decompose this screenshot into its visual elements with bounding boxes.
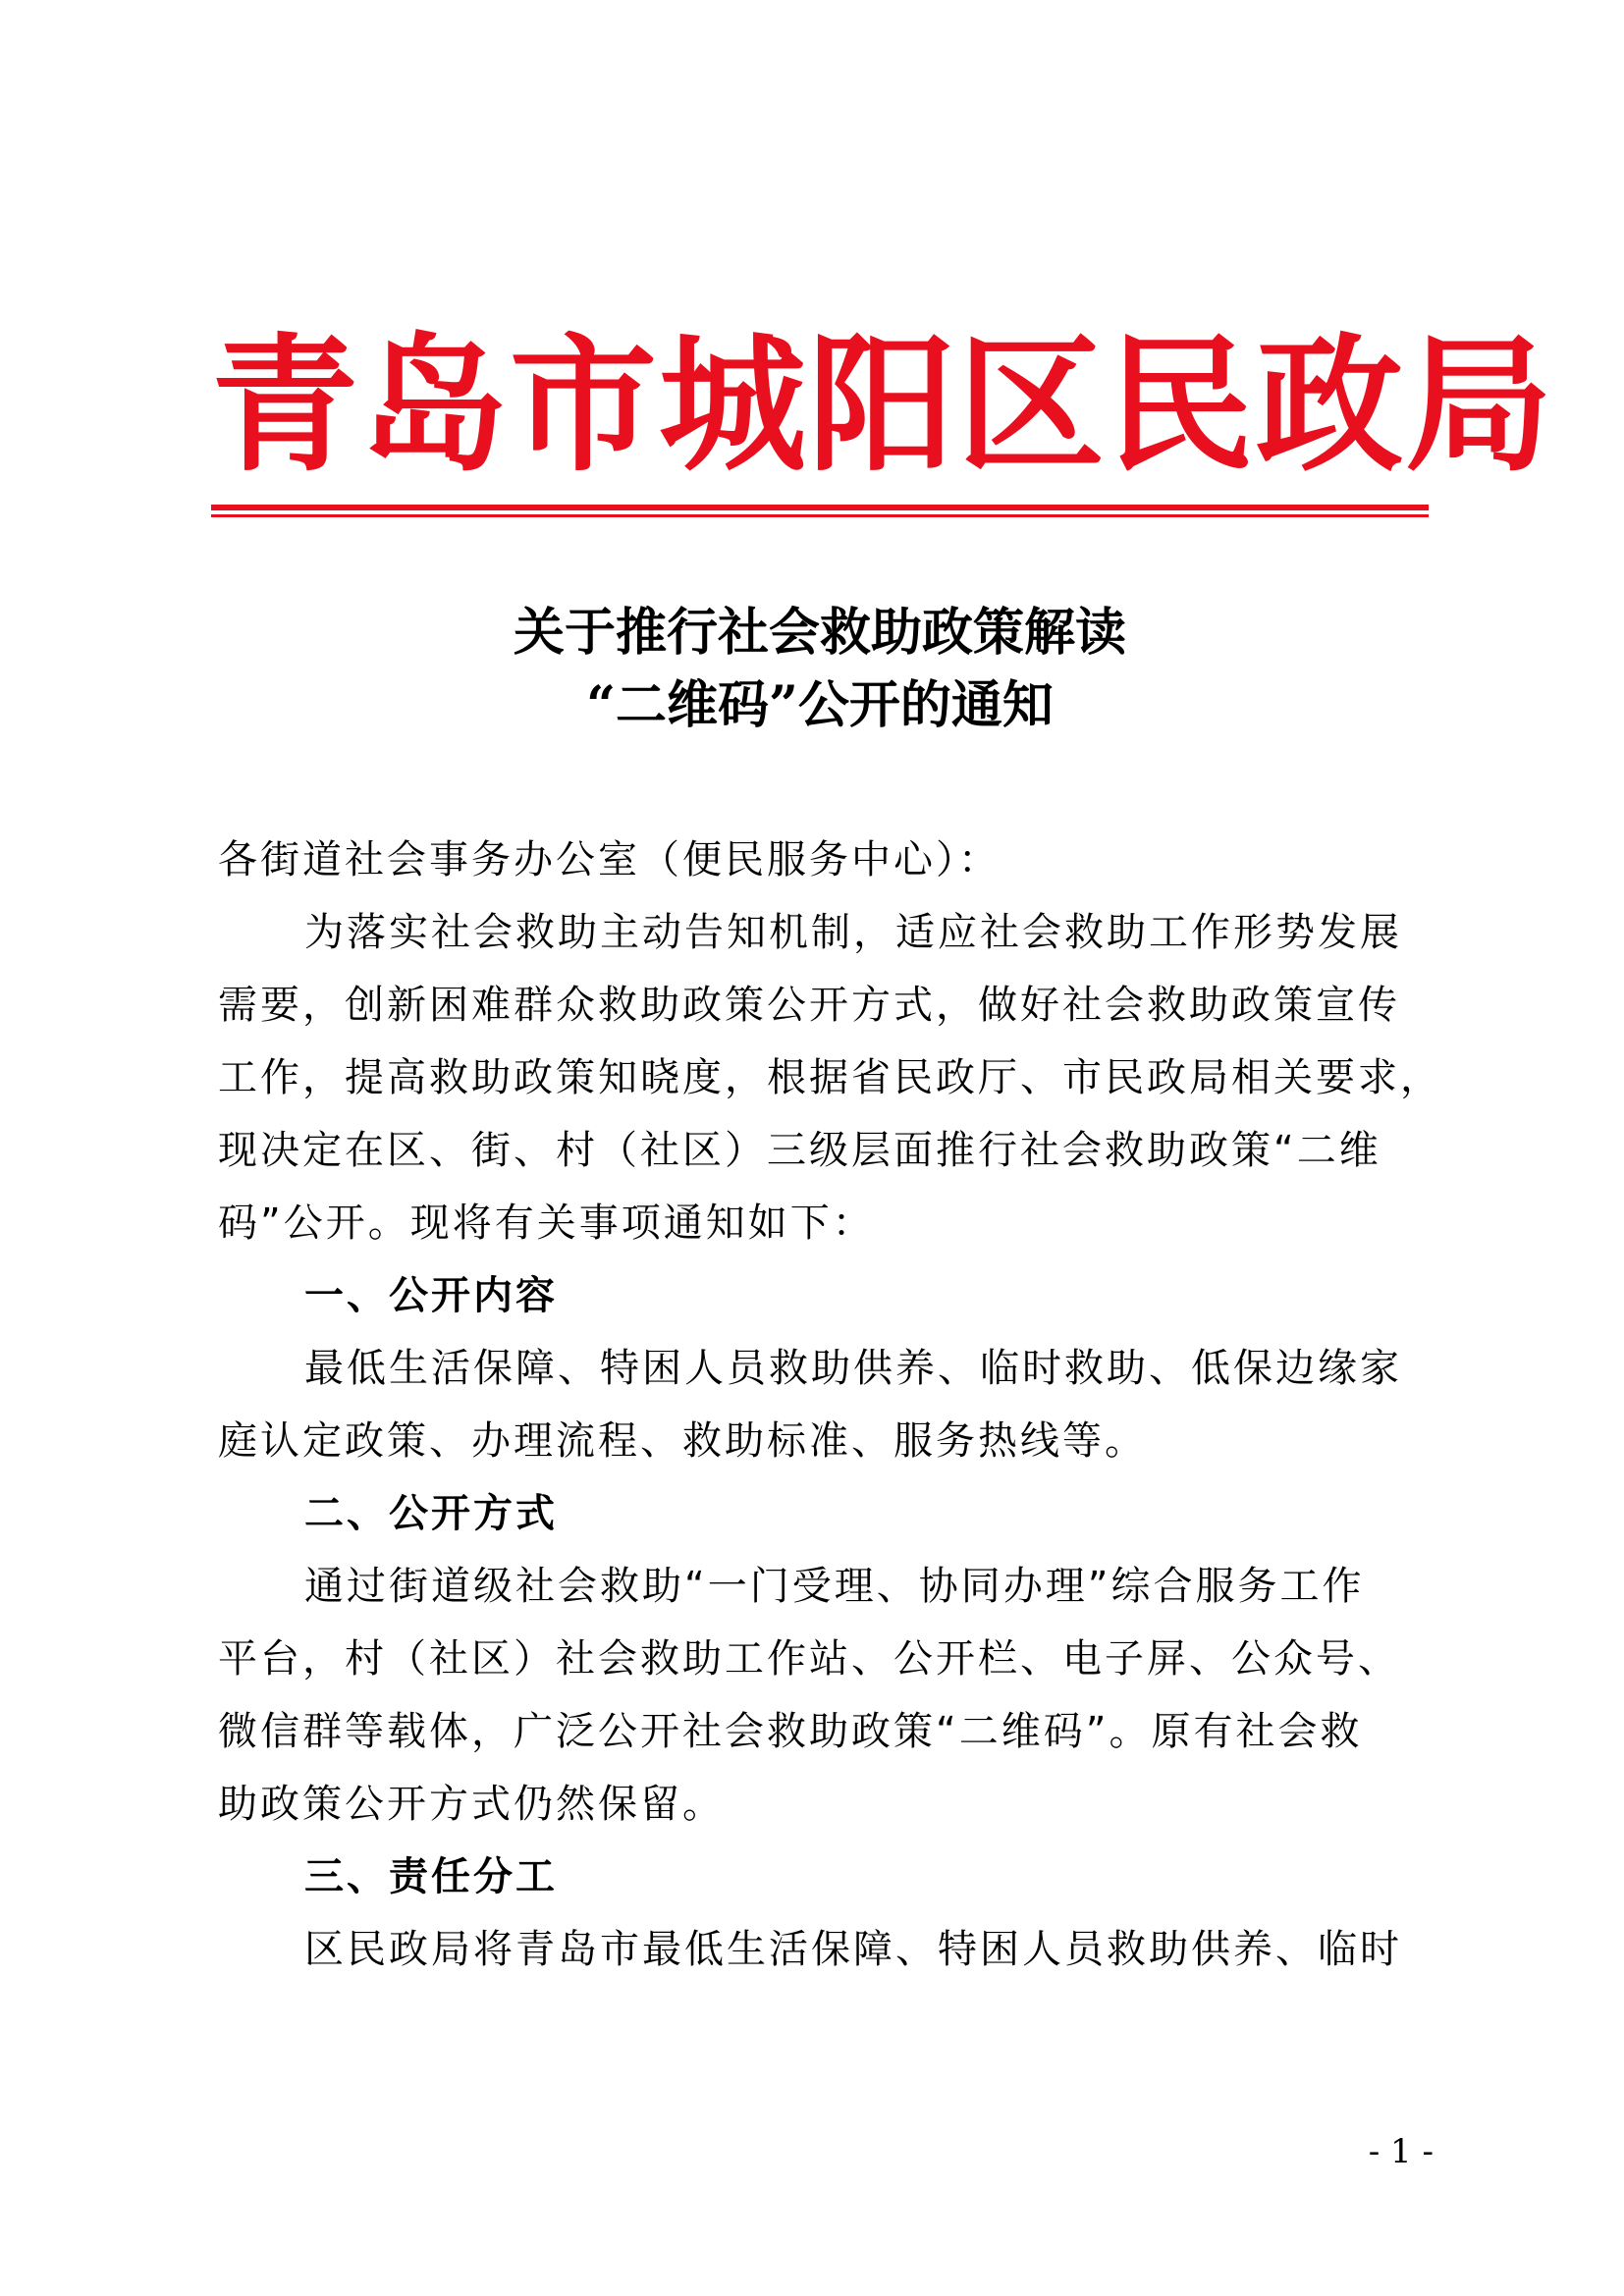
page-number: - 1 - <box>1368 2132 1434 2171</box>
section-content-line: 庭认定政策、办理流程、救助标准、服务热线等。 <box>218 1418 1147 1464</box>
intro-line: 需要，创新困难群众救助政策公开方式，做好社会救助政策宣传 <box>218 983 1400 1028</box>
intro-line: 为落实社会救助主动告知机制，适应社会救助工作形势发展 <box>304 910 1402 955</box>
section-method-line: 平台，村（社区）社会救助工作站、公开栏、电子屏、公众号、 <box>218 1636 1400 1682</box>
section-method-line: 通过街道级社会救助“一门受理、协同办理”综合服务工作 <box>304 1564 1365 1609</box>
issuing-authority-header: 青岛市城阳区民政局 <box>211 319 1555 492</box>
salutation: 各街道社会事务办公室（便民服务中心）： <box>218 837 1001 882</box>
section-heading-responsibility: 三、责任分工 <box>304 1854 558 1899</box>
document-title-line-2: “二维码”公开的通知 <box>586 675 1054 735</box>
section-method-line: 助政策公开方式仍然保留。 <box>218 1782 725 1827</box>
header-red-rule-thick <box>211 505 1429 510</box>
section-responsibility-line: 区民政局将青岛市最低生活保障、特困人员救助供养、临时 <box>304 1927 1402 1972</box>
section-heading-method: 二、公开方式 <box>304 1491 558 1536</box>
intro-line: 工作，提高救助政策知晓度，根据省民政厅、市民政局相关要求， <box>218 1055 1442 1100</box>
section-method-line: 微信群等载体，广泛公开社会救助政策“二维码”。原有社会救 <box>218 1709 1363 1754</box>
intro-line: 码”公开。现将有关事项通知如下： <box>218 1201 875 1246</box>
section-content-line: 最低生活保障、特困人员救助供养、临时救助、低保边缘家 <box>304 1346 1402 1391</box>
document-title-line-1: 关于推行社会救助政策解读 <box>513 603 1126 663</box>
section-heading-content: 一、公开内容 <box>304 1273 558 1318</box>
header-red-rule-thin <box>211 514 1429 517</box>
intro-line: 现决定在区、街、村（社区）三级层面推行社会救助政策“二维 <box>218 1128 1381 1173</box>
